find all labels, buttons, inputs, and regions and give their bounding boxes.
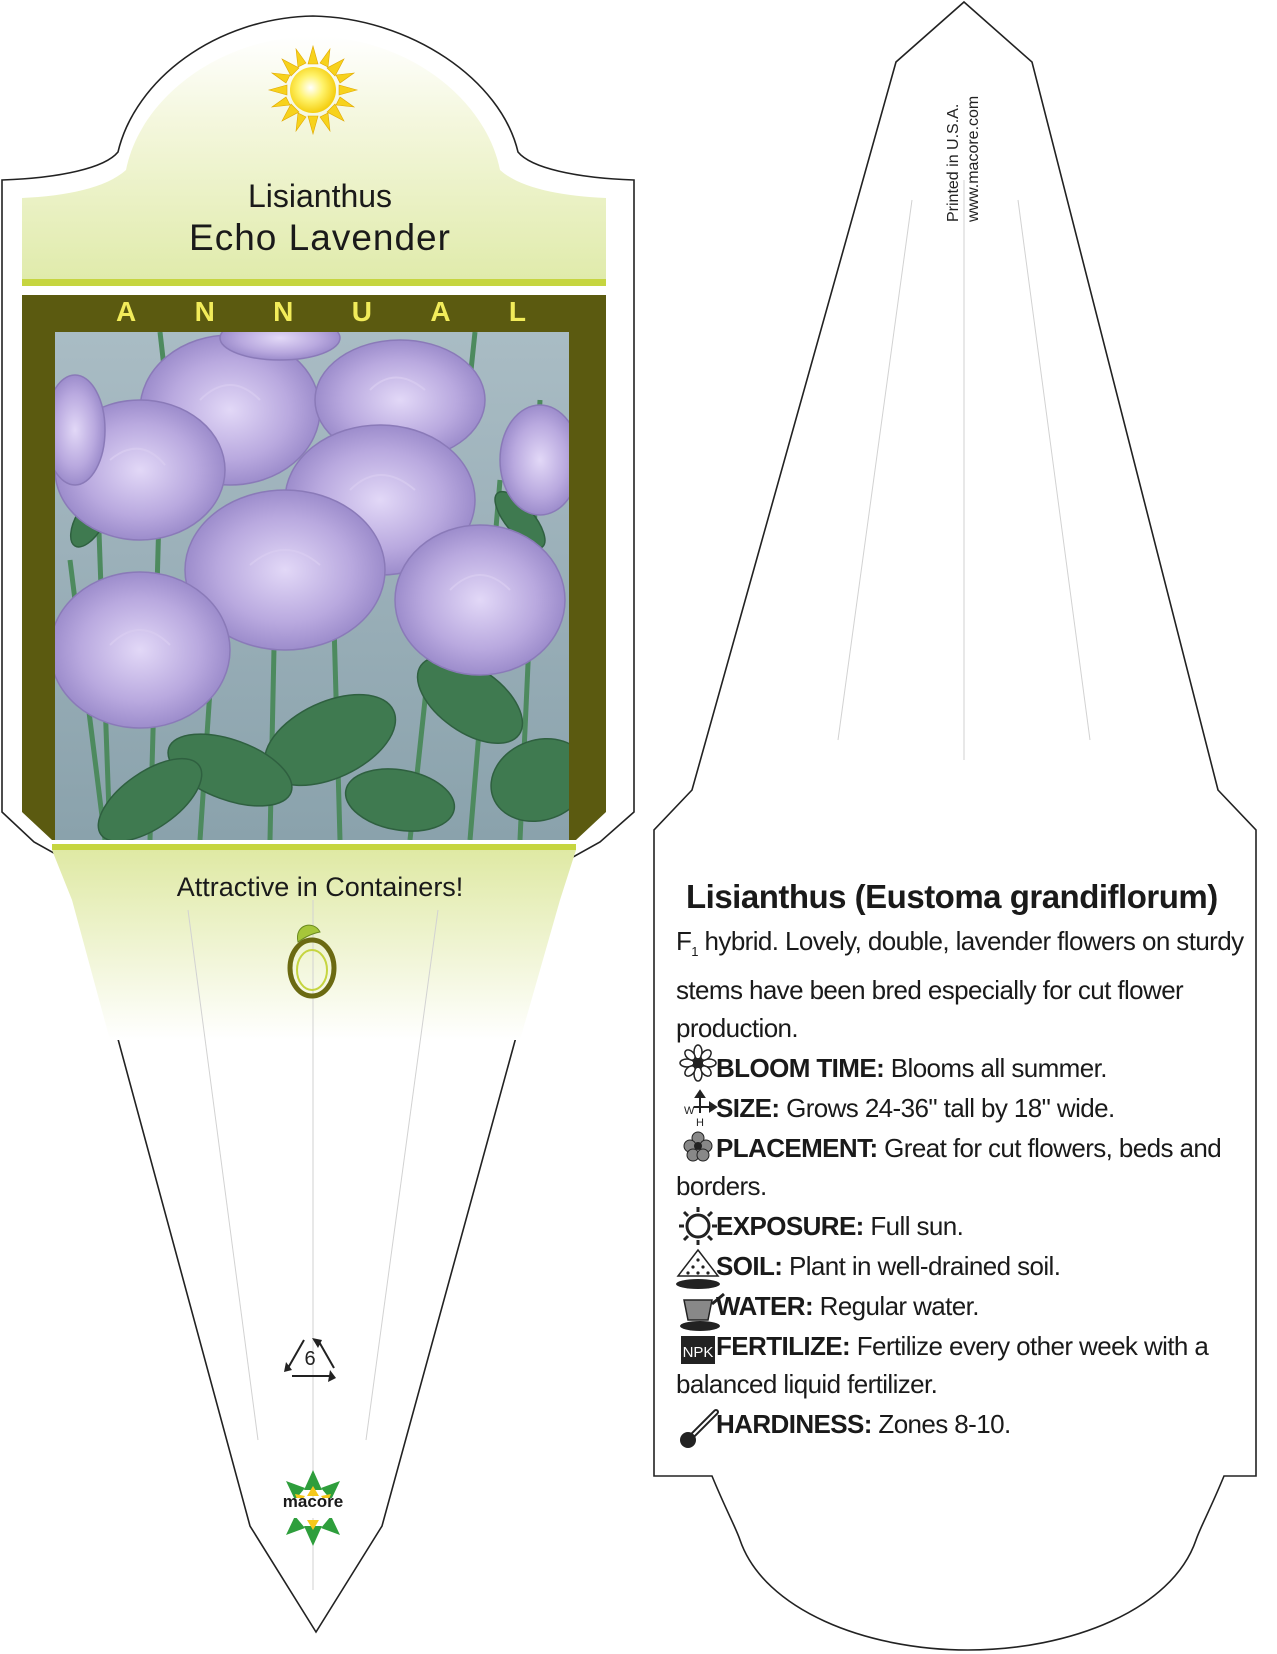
care-soil [676,1247,1256,1285]
hybrid-sub: 1 [691,944,698,960]
water-icon-slot [676,1288,716,1322]
care-size [676,1089,1256,1127]
category-letter: L [508,296,526,327]
care-text: Blooms all summer. [884,1053,1107,1084]
bloom-icon-slot [676,1050,716,1084]
care-text: Regular water. [813,1291,979,1322]
website: www.macore.com [965,95,982,222]
size-icon-w: W [684,1105,695,1117]
soil-icon-slot [676,1248,716,1282]
care-text: Grows 24-36" tall by 18" wide. [779,1093,1115,1124]
hybrid-mark: F [676,926,692,956]
care-label: PLACEMENT: [716,1133,878,1164]
care-placement [676,1129,1256,1205]
category-label [116,296,526,328]
care-label: FERTILIZE: [716,1331,851,1362]
print-info [944,96,984,222]
back-heading: Lisianthus (Eustoma grandiflorum) [686,878,1218,915]
variety-name: Echo Lavender [189,217,451,258]
category-letter: A [116,296,137,327]
size-icon-h: H [696,1117,704,1129]
description-text: hybrid. Lovely, double, lavender flowers on sturdy stems have been bred especially for cut flower production. [676,926,1244,1044]
care-label: SIZE: [716,1093,780,1124]
category-letter: A [430,296,451,327]
sun-icon [269,46,357,134]
care-hardiness [676,1405,1256,1443]
header-divider [22,279,606,286]
care-text: Full sun. [863,1211,964,1242]
care-label: HARDINESS: [716,1409,872,1440]
npk-icon-slot [676,1328,716,1362]
category-letter: N [273,296,294,327]
care-label: SOIL: [716,1251,783,1282]
printed-in: Printed in U.S.A. [945,103,962,222]
size-icon-slot [676,1090,716,1124]
svg-text:NPK: NPK [682,1344,714,1361]
care-bloom-time [676,1049,1256,1087]
thermometer-icon-slot [676,1406,716,1440]
plant-name: Lisianthus [247,178,393,214]
care-text: Zones 8-10. [871,1409,1011,1440]
care-water [676,1287,1256,1325]
exposure-icon-slot [676,1208,716,1242]
tagline: Attractive in Containers! [176,872,464,902]
placement-icon-slot [676,1130,716,1164]
care-label: EXPOSURE: [716,1211,864,1242]
care-text: Plant in well-drained soil. [782,1251,1061,1282]
care-label: BLOOM TIME: [716,1053,885,1084]
care-exposure [676,1207,1256,1245]
care-fertilize [676,1327,1256,1403]
care-text: Fertilize every other week with a balanced liquid fertilizer. [676,1331,1209,1400]
category-letter: N [194,296,215,327]
recycle-code: 6 [304,1348,316,1370]
description [676,922,1256,1047]
care-label: WATER: [716,1291,814,1322]
tagline-divider [52,844,576,850]
category-letter: U [351,296,372,327]
plant-photo [45,316,601,857]
care-info [676,878,1256,1443]
brand-name: macore [282,1492,344,1511]
care-text: Great for cut flowers, beds and borders. [676,1133,1222,1202]
